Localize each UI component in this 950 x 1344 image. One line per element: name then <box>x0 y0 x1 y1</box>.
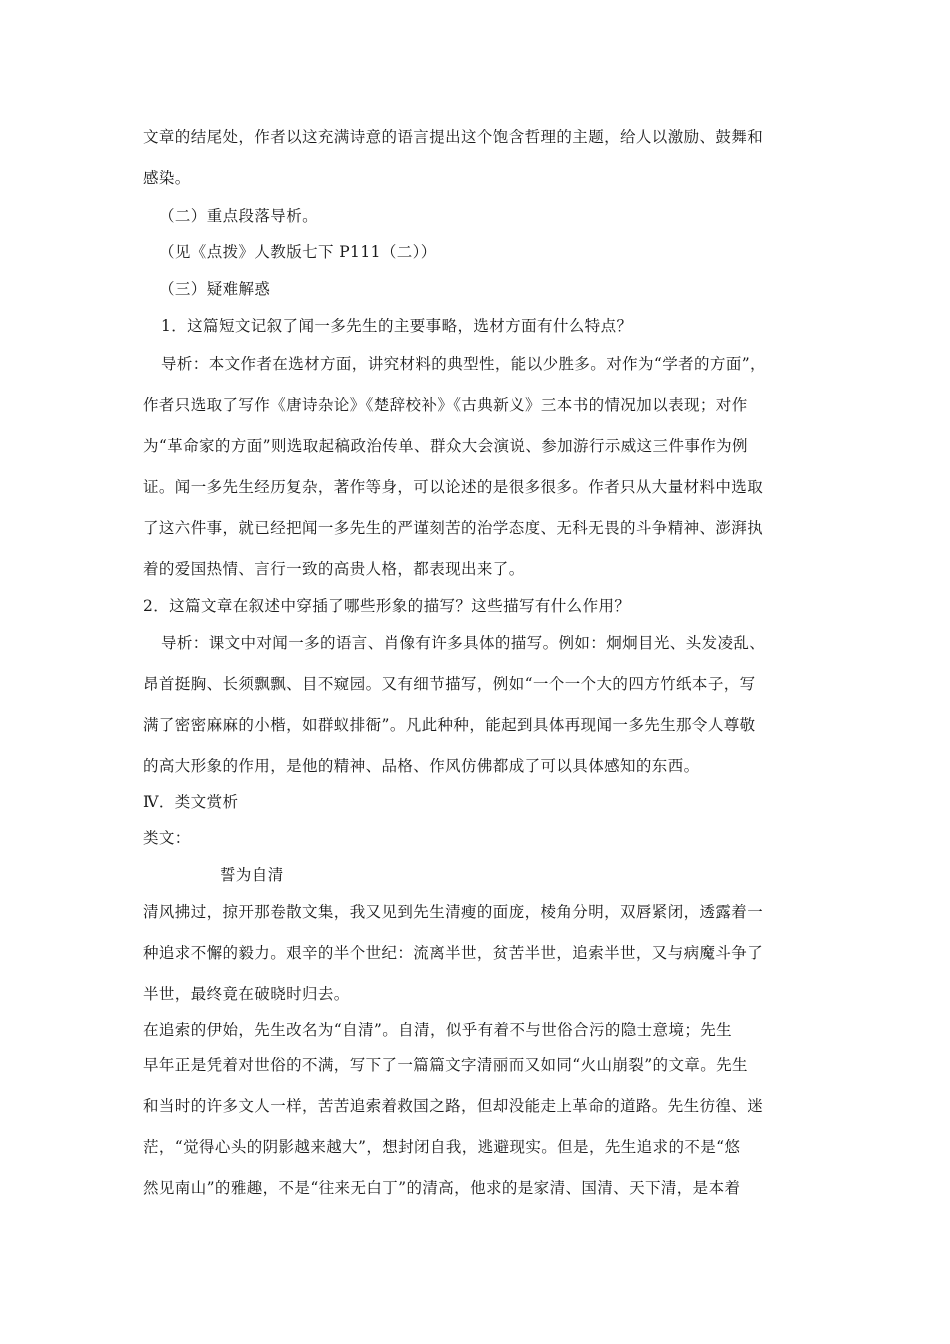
text-line: 了这六件事，就已经把闻一多先生的严谨刻苦的治学态度、无科无畏的斗争精神、澎湃执 <box>143 519 764 537</box>
question-line: 1．这篇短文记叙了闻一多先生的主要事略，选材方面有什么特点？ <box>161 317 633 335</box>
text-line: 作者只选取了写作《唐诗杂论》《楚辞校补》《古典新义》三本书的情况加以表现；对作 <box>143 396 748 414</box>
text-line: 导析：课文中对闻一多的语言、肖像有许多具体的描写。例如：炯炯目光、头发凌乱、 <box>161 634 766 652</box>
text-line: 类文： <box>143 829 191 847</box>
text-line: 着的爱国热情、言行一致的高贵人格，都表现出来了。 <box>143 560 525 578</box>
text-line: 文章的结尾处，作者以这充满诗意的语言提出这个饱含哲理的主题，给人以激励、鼓舞和 <box>143 128 764 146</box>
text-line: 茫，“觉得心头的阴影越来越大”，想封闭自我，逃避现实。但是，先生追求的不是“悠 <box>143 1138 741 1156</box>
text-line: 和当时的许多文人一样，苦苦追索着救国之路，但却没能走上革命的道路。先生彷徨、迷 <box>143 1097 764 1115</box>
text-line: 满了密密麻麻的小楷，如群蚁排衙”。凡此种种，能起到具体再现闻一多先生那令人尊敬 <box>143 716 756 734</box>
article-title: 誓为自清 <box>220 866 284 884</box>
text-line: 昂首挺胸、长须飘飘、目不窥园。又有细节描写，例如“一个一个大的四方竹纸本子，写 <box>143 675 756 693</box>
text-line: 的高大形象的作用，是他的精神、品格、作风仿佛都成了可以具体感知的东西。 <box>143 757 700 775</box>
text-line: 然见南山”的雅趣，不是“往来无白丁”的清高，他求的是家清、国清、天下清，是本着 <box>143 1179 741 1197</box>
section-heading: Ⅳ．类文赏析 <box>143 793 239 811</box>
section-heading: （二）重点段落导析。 <box>159 207 319 225</box>
text-line: 导析：本文作者在选材方面，讲究材料的典型性，能以少胜多。对作为“学者的方面”， <box>161 355 766 373</box>
text-line: 早年正是凭着对世俗的不满，写下了一篇篇文字清丽而又如同“火山崩裂”的文章。先生 <box>143 1056 748 1074</box>
text-line: （见《点拨》人教版七下 P111（二）） <box>159 243 437 261</box>
text-line: 证。闻一多先生经历复杂，著作等身，可以论述的是很多很多。作者只从大量材料中选取 <box>143 478 764 496</box>
text-line: 半世，最终竟在破晓时归去。 <box>143 985 350 1003</box>
text-line: 为“革命家的方面”则选取起稿政治传单、群众大会演说、参加游行示威这三件事作为例 <box>143 437 748 455</box>
text-line: 在追索的伊始，先生改名为“自清”。自清，似乎有着不与世俗合污的隐士意境；先生 <box>143 1021 733 1039</box>
question-line: 2．这篇文章在叙述中穿插了哪些形象的描写？这些描写有什么作用？ <box>143 597 631 615</box>
text-line: 清风拂过，掠开那卷散文集，我又见到先生清瘦的面庞，棱角分明，双唇紧闭，透露着一 <box>143 903 764 921</box>
section-heading: （三）疑难解惑 <box>159 280 271 298</box>
text-line: 感染。 <box>143 169 191 187</box>
text-line: 种追求不懈的毅力。艰辛的半个世纪：流离半世，贫苦半世，追索半世，又与病魔斗争了 <box>143 944 764 962</box>
